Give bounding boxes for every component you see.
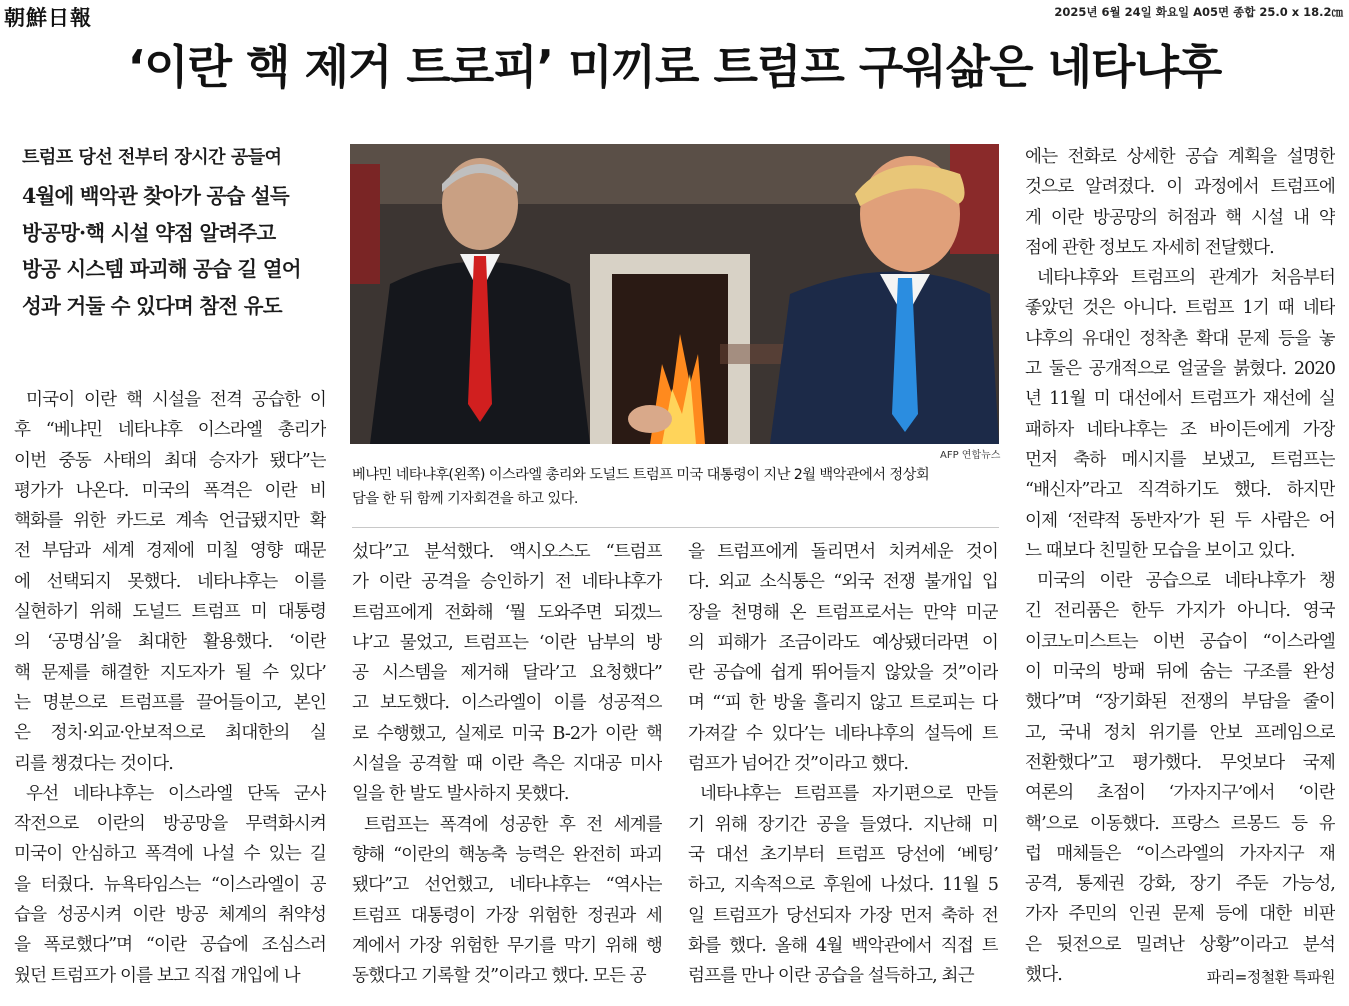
article-text-line: 핵 문제를 해결한 지도자가 될 수 있다’ [14, 662, 326, 683]
article-text-line: 작전으로 이란의 방공망을 무력화시켜 [14, 814, 326, 835]
article-text-line: 에는 전화로 상세한 공습 계획을 설명한 [1025, 147, 1335, 167]
article-text-line: 했다. [1025, 965, 1062, 986]
article-text-line: 네타냐후는 트럼프를 자기편으로 만들 [700, 784, 998, 805]
article-text-line: 화를 했다. 올해 4월 백악관에서 직접 트 [688, 935, 998, 956]
article-text-line: 트럼프 대통령이 가장 위험한 정권과 세 [352, 905, 662, 926]
article-text-line: 냐후의 유대인 정착촌 확대 문제 등을 놓 [1025, 328, 1335, 349]
article-text-line: 가 이란 공격을 승인하기 전 네타냐후가 [352, 572, 662, 593]
article-text-line: 로 수행했고, 실제로 미국 B-2가 이란 핵 [352, 723, 662, 744]
article-text-line: 는 명분으로 트럼프를 끌어들이고, 본인 [14, 692, 326, 713]
article-text-line: 게 이란 방공망의 허점과 핵 시설 내 약 [1025, 207, 1335, 228]
article-text-line: “배신자”라고 직격하기도 했다. 하지만 [1025, 480, 1335, 501]
photo-caption [352, 463, 999, 511]
article-text-line: 공 시스템을 제거해 달라’고 요청했다” [352, 663, 662, 684]
article-text-line: 냐’고 물었고, 트럼프는 ‘이란 남부의 방 [352, 632, 662, 653]
article-text-line: 고 둘은 공개적으로 얼굴을 붉혔다. 2020 [1025, 359, 1335, 380]
caption-divider [352, 527, 999, 528]
article-text-line: 패하자 네타냐후는 조 바이든에게 가장 [1025, 419, 1335, 440]
article-column-3 [688, 537, 998, 991]
article-text-line: 미국이 이란 핵 시설을 전격 공습한 이 [26, 390, 326, 410]
article-text-line: 일을 한 발도 발사하지 못했다. [352, 784, 569, 805]
article-text-line: 가져갈 수 있다’는 네타냐후의 설득에 트 [688, 723, 998, 744]
subheadline-line: 4월에 백악관 찾아가 공습 설득 [22, 184, 289, 208]
article-text-line: 핵’으로 이동했다. 프랑스 르몽드 등 유 [1025, 813, 1335, 834]
article-text-line: 먼저 축하 메시지를 보냈고, 트럼프는 [1025, 449, 1335, 470]
article-text-line: 의 ‘공명심’을 최대한 활용했다. ‘이란 [14, 632, 326, 653]
article-text-line: 점에 관한 정보도 자세히 전달했다. [1025, 237, 1274, 258]
article-text-line: 했다”며 “장기화된 전쟁의 부담을 줄이 [1025, 692, 1335, 713]
article-text-line: 이제 ‘전략적 동반자’가 된 두 사람은 어 [1025, 510, 1335, 531]
article-text-line: 하고, 지속적으로 후원에 나섰다. 11월 5 [688, 875, 998, 896]
article-text-line: 란 공습에 쉽게 뛰어들지 않았을 것”이라 [688, 663, 998, 684]
article-text-line: 년 11월 미 대선에서 트럼프가 재선에 실 [1025, 389, 1335, 410]
article-text-line: 동했다고 기록할 것”이라고 했다. 모든 공 [352, 966, 646, 987]
article-text-line: 장을 천명해 온 트럼프로서는 만약 미군 [688, 602, 998, 623]
subheadline-block [22, 144, 334, 324]
subheadline-line: 방공망·핵 시설 약점 알려주고 [22, 220, 276, 245]
article-text-line: 럼프를 만나 이란 공습을 설득하고, 최근 [688, 966, 974, 987]
article-text-line: 실현하기 위해 도널드 트럼프 미 대통령 [14, 602, 326, 623]
article-text-line: 을 터줬다. 뉴욕타임스는 “이스라엘이 공 [14, 874, 326, 895]
article-text-line: 일 트럼프가 당선되자 가장 먼저 축하 전 [688, 905, 998, 926]
article-text-line: 리를 챙겼다는 것이다. [14, 753, 173, 774]
caption-line: 베냐민 네타냐후(왼쪽) 이스라엘 총리와 도널드 트럼프 미국 대통령이 지난 2월 백악관에서 정상회 [352, 467, 930, 483]
article-text-line: 은 정치·외교·안보적으로 최대한의 실 [14, 723, 326, 744]
article-headline: ‘이란 핵 제거 트로피’ 미끼로 트럼프 구워삶은 네타냐후 [127, 40, 1222, 94]
article-text-line: 고 보도했다. 이스라엘이 이를 성공적으 [352, 693, 662, 714]
article-text-line: 을 폭로했다”며 “이란 공습에 조심스러 [14, 935, 326, 956]
caption-line: 담을 한 뒤 함께 기자회견을 하고 있다. [352, 491, 578, 507]
article-text-line: 은 뒷전으로 밀려난 상황”이라고 분석 [1025, 934, 1335, 955]
article-column-4 [1025, 142, 1335, 990]
article-text-line: 에 선택되지 못했다. 네타냐후는 이를 [14, 571, 326, 592]
article-text-line: 이 미국의 방패 뒤에 숨는 구조를 완성 [1025, 662, 1335, 683]
article-text-line: 계에서 가장 위험한 무기를 막기 위해 행 [352, 935, 662, 956]
article-text-line: 기 위해 장기간 공을 들였다. 지난해 미 [688, 814, 998, 835]
article-text-line: 을 트럼프에게 돌리면서 치켜세운 것이 [688, 542, 998, 562]
article-text-line: 의 피해가 조금이라도 예상됐더라면 이 [688, 632, 998, 653]
article-text-line: 이코노미스트는 이번 공습이 “이스라엘 [1025, 631, 1335, 652]
article-text-line: 후 “베냐민 네타냐후 이스라엘 총리가 [14, 420, 326, 441]
article-byline: 파리=정철환 특파원 [1206, 968, 1335, 986]
article-column-1 [14, 385, 326, 991]
article-column-2 [352, 537, 662, 991]
article-text-line: 이번 중동 사태의 최대 승자가 됐다”는 [14, 450, 326, 471]
article-text-line: 미국이 안심하고 폭격에 나설 수 있는 길 [14, 844, 326, 865]
subheadline-line: 성과 거둘 수 있다며 참전 유도 [22, 293, 282, 318]
article-text-line: 평가가 나온다. 미국의 폭격은 이란 비 [14, 480, 326, 501]
article-text-line: 긴 전리품은 한두 가지가 아니다. 영국 [1025, 601, 1335, 622]
article-text-line: 우선 네타냐후는 이스라엘 단독 군사 [26, 783, 326, 804]
article-text-line: 공격, 통제권 강화, 장기 주둔 가능성, [1025, 874, 1335, 895]
article-text-line: 핵화를 위한 카드로 계속 언급됐지만 확 [14, 511, 326, 532]
article-text-line: 습을 성공시켜 이란 방공 체계의 취약성 [14, 905, 326, 926]
article-text-line: 네타냐후와 트럼프의 관계가 처음부터 [1037, 268, 1335, 289]
article-text-line: 됐다”고 선언했고, 네타냐후는 “역사는 [352, 875, 662, 896]
article-text-line: 가자 주민의 인권 문제 등에 대한 비판 [1025, 904, 1335, 925]
article-text-line: 향해 “이란의 핵농축 능력은 완전히 파괴 [352, 844, 662, 865]
article-text-line: 웠던 트럼프가 이를 보고 직접 개입에 나 [14, 965, 300, 986]
subheadline-lead: 트럼프 당선 전부터 장시간 공들여 [22, 147, 282, 168]
article-text-line: 여론의 초점이 ‘가자지구’에서 ‘이란 [1025, 783, 1335, 804]
article-text-line: 미국의 이란 공습으로 네타냐후가 챙 [1037, 571, 1335, 592]
article-text-line: 것으로 알려졌다. 이 과정에서 트럼프에 [1025, 177, 1335, 198]
article-text-line: 전 부담과 세계 경제에 미칠 영향 때문 [14, 541, 326, 562]
article-text-line: 전환했다”고 평가했다. 무엇보다 국제 [1025, 752, 1335, 773]
article-photo [350, 144, 999, 444]
article-text-line: 섰다”고 분석했다. 액시오스도 “트럼프 [352, 542, 662, 562]
article-text-line: 럼프가 넘어간 것”이라고 했다. [688, 754, 909, 775]
photo-illustration [350, 144, 999, 444]
article-text-line: 국 대선 초기부터 트럼프 당선에 ‘베팅’ [688, 844, 998, 865]
article-text-line: 트럼프에게 전화해 ‘뭘 도와주면 되겠느 [352, 602, 662, 623]
article-text-line: 고, 국내 정치 위기를 안보 프레임으로 [1025, 722, 1335, 743]
article-text-line: 럽 매체들은 “이스라엘의 가자지구 재 [1025, 843, 1335, 864]
newspaper-masthead: 朝鮮日報 [4, 5, 92, 30]
article-text-line: 좋았던 것은 아니다. 트럼프 1기 때 네타 [1025, 298, 1335, 319]
article-text-line: 시설을 공격할 때 이란 측은 지대공 미사 [352, 754, 662, 775]
article-text-line: 느 때보다 친밀한 모습을 보이고 있다. [1025, 540, 1295, 561]
photo-credit: AFP 연합뉴스 [940, 450, 1001, 461]
article-text-line: 다. 외교 소식통은 “외국 전쟁 불개입 입 [688, 572, 998, 593]
article-text-line: 트럼프는 폭격에 성공한 후 전 세계를 [364, 814, 662, 835]
article-text-line: 며 “‘피 한 방울 흘리지 않고 트로피는 다 [688, 693, 998, 714]
subheadline-line: 방공 시스템 파괴해 공습 길 열어 [22, 257, 301, 281]
publication-meta: 2025년 6월 24일 화요일 A05면 종합 25.0 x 18.2㎝ [1054, 5, 1343, 19]
